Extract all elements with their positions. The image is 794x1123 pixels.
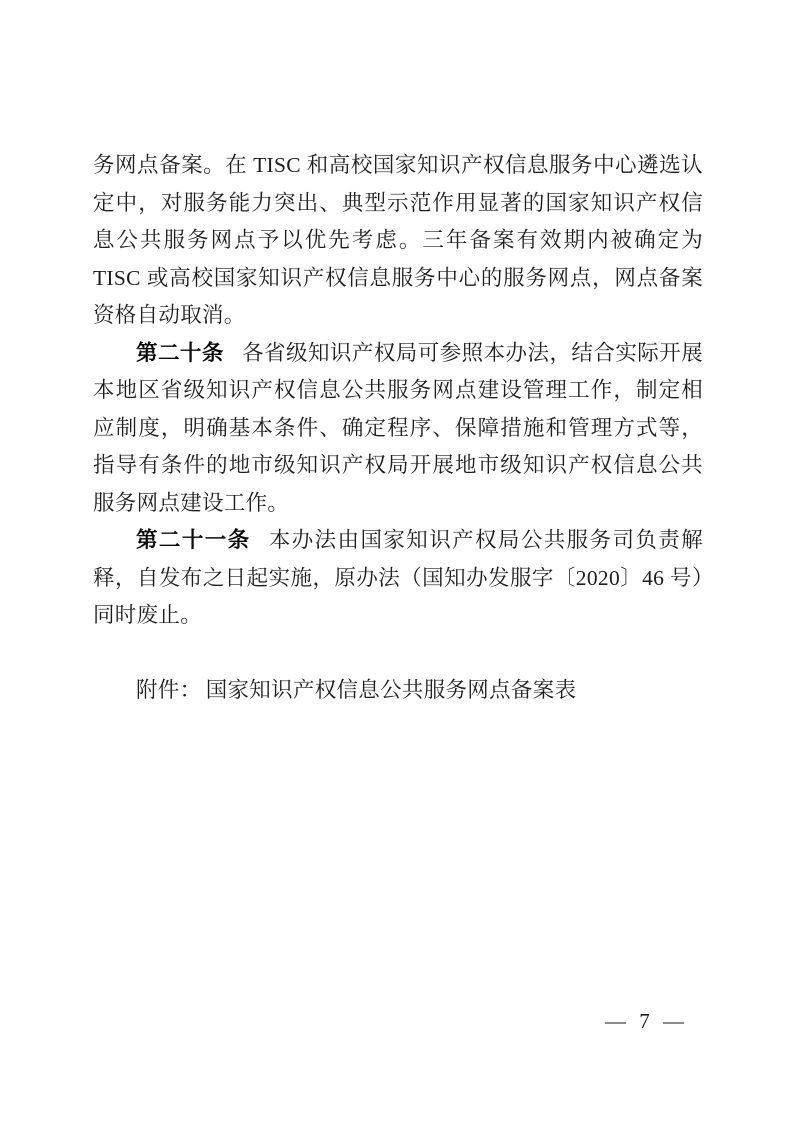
document-body (93, 147, 703, 710)
article-21-heading: 第二十一条 (136, 528, 251, 552)
page-number: — 7 — (605, 1009, 688, 1033)
paragraph-article-20 (93, 335, 703, 523)
article-20-text: 各省级知识产权局可参照本办法，结合实际开展本地区省级知识产权信息公共服务网点建设管理工作，制定相应制度，明确基本条件、确定程序、保障措施和管理方式等，指导有条件的地市级知识产权局开展地市级知识产权信息公共服务网点建设工作。 (93, 340, 703, 515)
attachment-label: 附件： (136, 678, 202, 702)
attachment-line (93, 672, 703, 710)
article-20-heading: 第二十条 (136, 340, 224, 365)
attachment-title: 国家知识产权信息公共服务网点备案表 (205, 678, 577, 702)
paragraph-continuation: 务网点备案。在 TISC 和高校国家知识产权信息服务中心遴选认定中，对服务能力突出、典型示范作用显著的国家知识产权信息公共服务网点予以优先考虑。三年备案有效期内被确定为 TISC 或高校国家知识产权信息服务中心的服务网点，网点备案资格自动取消。 (93, 153, 703, 327)
paragraph-article-21 (93, 522, 703, 635)
article-21-text: 本办法由国家知识产权局公共服务司负责解释，自发布之日起实施，原办法（国知办发服字〔2020〕46 号）同时废止。 (93, 528, 703, 627)
